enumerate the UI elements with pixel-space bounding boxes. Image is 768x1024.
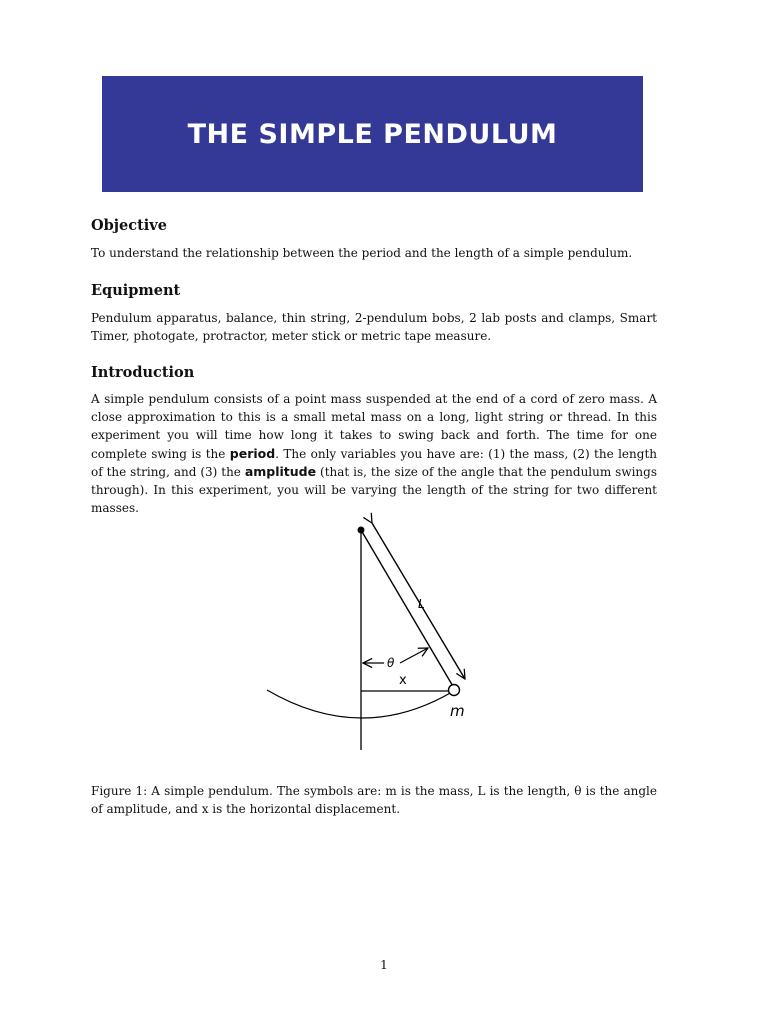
swing-arc — [267, 690, 452, 718]
pendulum-string — [361, 530, 454, 688]
page-title: THE SIMPLE PENDULUM — [187, 118, 558, 150]
figure-caption: Figure 1: A simple pendulum. The symbols are: m is the mass, L is the length, θ is the angle of amplitude, and x is the horizontal displacement. — [91, 784, 657, 817]
objective-text: To understand the relationship between the period and the length of a simple pendulum. — [91, 246, 633, 260]
intro-text-part2: . The only variables you have are: (1) the mass, (2) the length of the string, and (3) the — [91, 446, 657, 479]
pendulum-bob — [449, 685, 460, 696]
term-period: period — [229, 445, 276, 461]
intro-text-part3: (that is, the size of the angle that the pendulum swings through). In this experiment, you will be varying the length of the string for two different masses. — [91, 464, 657, 516]
label-x: x — [399, 673, 407, 688]
introduction-heading: Introduction — [91, 364, 195, 381]
label-theta: θ — [387, 656, 395, 670]
equipment-heading: Equipment — [91, 282, 181, 299]
term-amplitude: amplitude — [244, 463, 317, 479]
theta-arrow-right — [400, 648, 428, 663]
label-mass: m — [450, 702, 465, 720]
label-length: L — [418, 597, 425, 611]
figure-caption-block — [91, 782, 657, 818]
page-number: 1 — [380, 958, 388, 972]
equipment-text: Pendulum apparatus, balance, thin string, 2-pendulum bobs, 2 lab posts and clamps, Smart Timer, photogate, protractor, meter stick or metric tape measure. — [91, 311, 657, 344]
objective-heading: Objective — [91, 217, 167, 234]
intro-text-part1: A simple pendulum consists of a point mass suspended at the end of a cord of zero mass. A close approximation to this is a small metal mass on a long, light string or thread. In this experiment you will time how long it takes to swing back and forth. The time for one complete swing is the — [91, 392, 657, 461]
